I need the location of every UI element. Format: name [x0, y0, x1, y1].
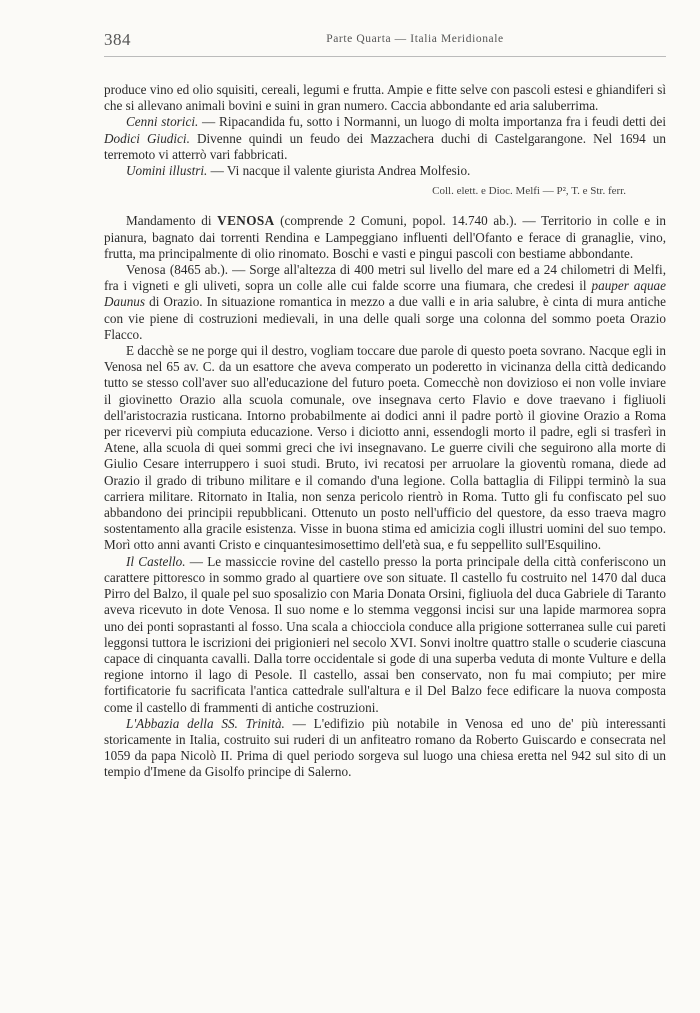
castello-text: — Le massiccie rovine del castello presso la porta principale della città conferiscono un carattere pittoresco in sommo grado al quartiere ove son situate. Il castello fu costruito nel 1470 dal duca Pirro del Balzo, il quale pel suo sposalizio con Maria Donata Orsini, figliuola del duca Gabriele di Taranto aveva ricevuto in dote Venosa. Il suo nome e lo stemma veggonsi incisi sur una lapide marmorea sopra uno dei ponti soprastanti al fosso. Una scala a chiocciola conduce alla prigione sotterranea sulle cui pareti leggonsi tuttora le iscrizioni dei prigionieri nel secolo XVI. Sonvi inoltre quattro stalle o scuderie ciascuna capace di cinquanta cavalli. Dalla torre occidentale si gode di una superba veduta di monte Vulture e della regione intorno il lago di Pesole. Il castello, assai ben conservato, non fu mai compiuto; per mire fortificatorie fu sacrificata l'antica cattedrale sull'altura e il Del Balzo fece edificare la nuova composta come il castello di frammenti di antiche costruzioni. — [104, 553, 666, 715]
intro-paragraph: produce vino ed olio squisiti, cereali, legumi e frutta. Ampie e fitte selve con pascoli estesi e ghiandiferi sì che si allevano animali bovini e suini in gran numero. Caccia abbondante ed aria saluberrima. — [104, 82, 666, 114]
abbazia-label: L'Abbazia della SS. Trinità. — [126, 715, 285, 731]
cenni-storici-paragraph — [104, 114, 666, 163]
castello-label: Il Castello. — [126, 553, 186, 569]
cenni-storici-label: Cenni storici. — [126, 114, 199, 130]
venosa-paragraph — [104, 262, 666, 343]
abbazia-paragraph — [104, 716, 666, 781]
castello-paragraph — [104, 554, 666, 716]
venosa-text-1: (8465 ab.). — Sorge all'altezza di 400 metri sul livello del mare ed a 24 chilometri di Melfi, fra i vigneti e gli uliveti, sopra un colle alle cui falde scorre una fiumara, che credesi il — [104, 262, 666, 294]
page-header — [104, 30, 666, 50]
cenni-italic: Dodici Giudici. — [104, 130, 190, 146]
running-title: Parte Quarta — Italia Meridionale — [326, 33, 504, 45]
page-body — [104, 82, 666, 781]
mandamento-text: (comprende 2 Comuni, popol. 14.740 ab.). — Territorio in colle e in pianura, bagnato dai torrenti Rendina e Lampeggiano influenti dell'Ofanto e ferace di granaglie, vino, frutta, ma principalmente di olio rinomato. Boschi e vasti e pingui pascoli con bestiame abbondante. — [104, 213, 667, 261]
mandamento-name: VENOSA — [217, 213, 275, 229]
mandamento-prefix: Mandamento di — [126, 213, 218, 229]
header-rule — [104, 56, 666, 57]
venosa-text-2: di Orazio. In situazione romantica in mezzo a due valli e in aria salubre, è cinta di mura antiche con vie piene di costruzioni medievali, in una delle quali sorge una colonna del sommo poeta Orazio Flacco. — [104, 294, 666, 342]
mandamento-paragraph — [104, 213, 666, 262]
uomini-illustri-paragraph — [104, 163, 666, 179]
diocese-note: Coll. elett. e Dioc. Melfi — P², T. e Str. ferr. — [432, 185, 626, 198]
cenni-text-1: — Ripacandida fu, sotto i Normanni, un luogo di molta importanza fra i feudi detti dei — [198, 114, 666, 130]
abbazia-text: — L'edifizio più notabile in Venosa ed uno de' più interessanti storicamente in Italia, costruito sui ruderi di un anfiteatro romano da Roberto Guiscardo e consecrata nel 1059 da papa Nicolò II. Prima di quel periodo sorgeva sul luogo una chiesa eretta nel 942 sul sito di un tempio d'Imene da Gisolfo principe di Salerno. — [104, 715, 666, 780]
uomini-illustri-label: Uomini illustri. — [126, 163, 208, 179]
cenni-text-2: Divenne quindi un feudo dei Mazzachera duchi di Castelgarangone. Nel 1694 un terremoto vi atterrò vari fabbricati. — [104, 130, 666, 162]
venosa-italic: pauper aquae Daunus — [104, 278, 666, 310]
uomini-text: — Vi nacque il valente giurista Andrea Molfesio. — [207, 163, 471, 179]
venosa-name: Venosa — [126, 262, 166, 278]
page-number: 384 — [104, 30, 131, 49]
orazio-paragraph: E dacchè se ne porge qui il destro, vogliam toccare due parole di questo poeta sovrano. Nacque egli in Venosa nel 65 av. C. da un esattore che aveva comperato un poderetto in vicinanza della città dedicando tutto se stesso coll'aver suo all'educazione del futuro poeta. Comecchè non dovizioso ei non volle inviare il giovinetto Orazio alla scuola comunale, ove insegnava certo Flavio e dove traevano i figliuoli dell'aristocrazia rusticana. Intorno probabilmente ai dodici anni il padre portò il giovine Orazio a Roma per ricevervi più compiuta educazione. Verso i diciotto anni, essendogli morto il padre, egli si trasferì in Atene, alla scuola di quei sommi greci che ivi insegnavano. Le guerre civili che seguirono alla morte di Giulio Cesare interruppero i suoi studi. Bruto, ivi recatosi per arruolare la gioventù romana, diede ad Orazio il grado di tribuno militare e il comando d'una legione. Colla battaglia di Filippi terminò la sua carriera militare. Ritornato in Italia, non senza pericolo rientrò in Roma. Tutto gli fu confiscato pel suo abbandono dei principii repubblicani. Ottenuto un posto nell'ufficio del questore, da esso traeva magro sostentamento alla gracile esistenza. Visse in buona stima ed amicizia cogli illustri uomini del suo tempo. Morì otto anni avanti Cristo e cinquantesimosettimo dell'età sua, e fu seppellito sull'Esquilino. — [104, 343, 666, 553]
